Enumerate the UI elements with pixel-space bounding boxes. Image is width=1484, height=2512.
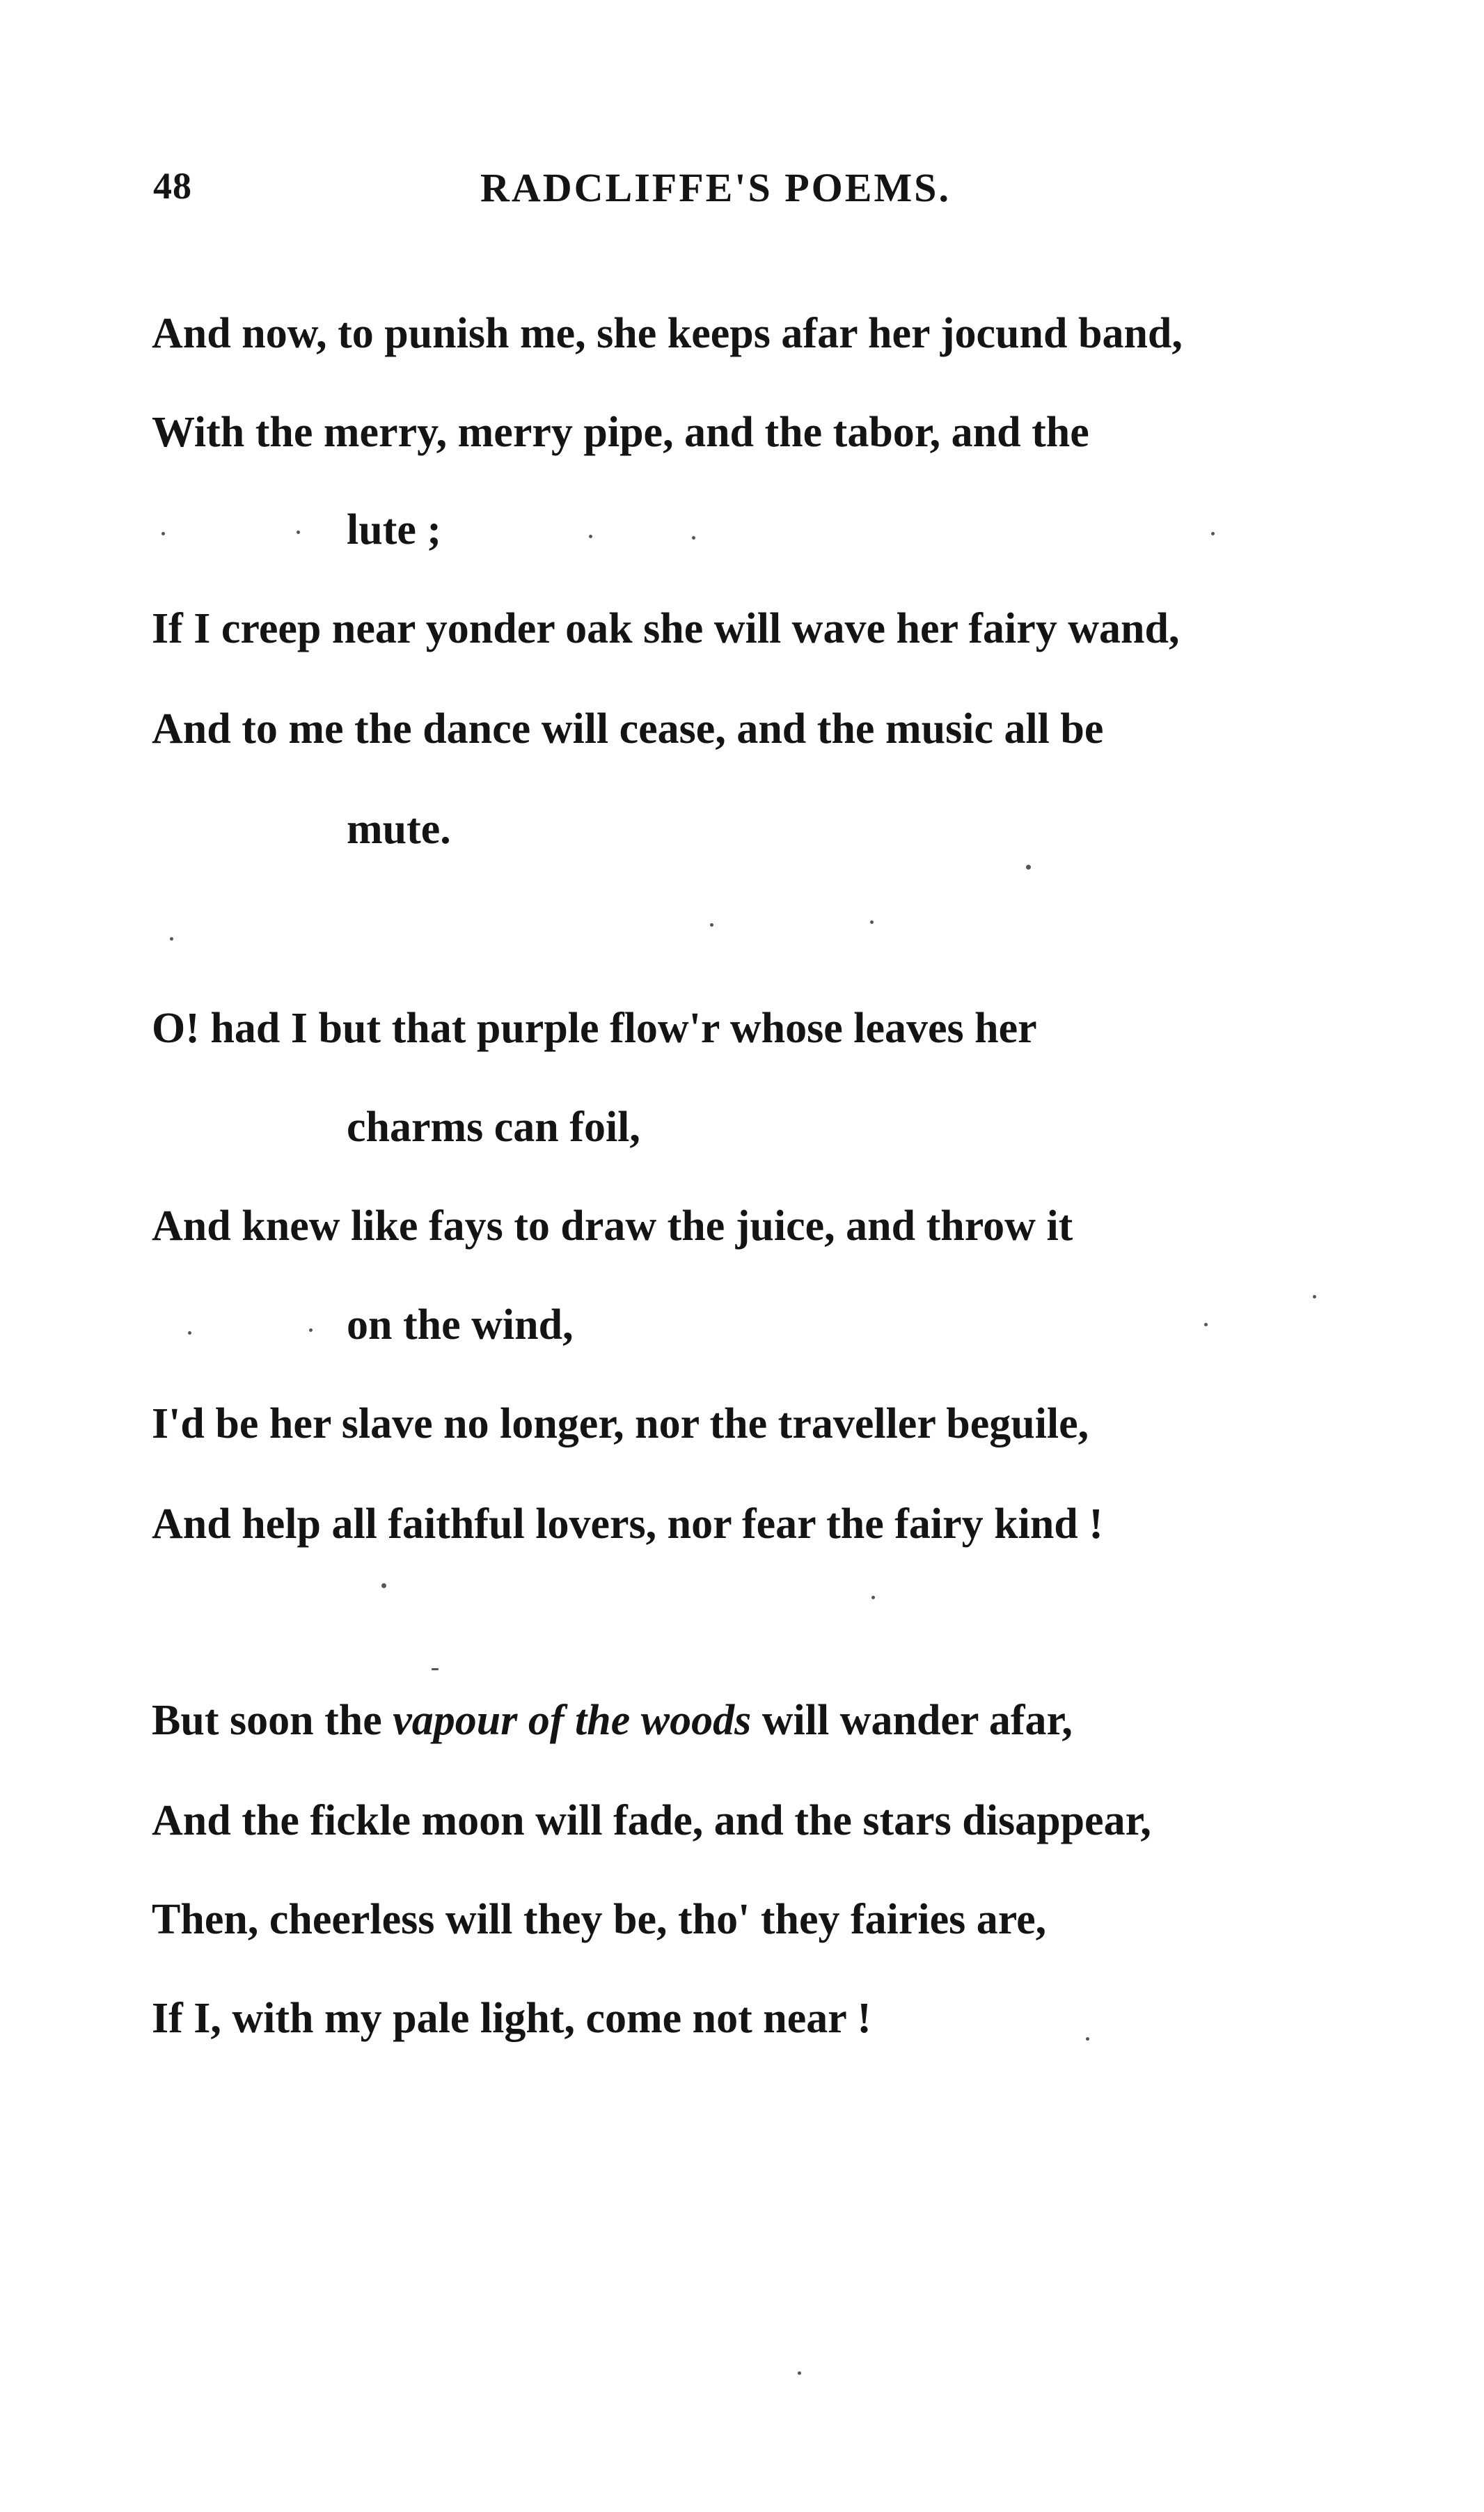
speck [1313,1295,1316,1298]
speck [381,1583,386,1588]
verse-line: charms can foil, [347,1104,640,1151]
italic-phrase: vapour of the woods [393,1697,752,1744]
speck [309,1328,313,1332]
verse-text: But soon the [152,1697,393,1744]
verse-line: I'd be her slave no longer, nor the traveller beguile, [152,1400,1089,1447]
speck [297,531,300,534]
verse-line: And now, to punish me, she keeps afar her jocund band, [152,310,1183,357]
speck [170,937,173,941]
speck [710,923,713,927]
verse-line: With the merry, merry pipe, and the tabor, and the [152,409,1089,456]
speck [798,2371,801,2375]
speck [188,1331,191,1335]
verse-text: will wander afar, [751,1697,1073,1744]
speck [692,536,695,540]
speck [1086,2037,1089,2041]
running-title: RADCLIFFE'S POEMS. [480,165,951,210]
speck [1211,532,1215,535]
verse-line [152,1699,1073,1742]
speck [1204,1323,1208,1326]
verse-line: If I, with my pale light, come not near ! [152,1995,871,2042]
verse-line: And help all faithful lovers, nor fear the fairy kind ! [152,1500,1103,1548]
speck [589,535,592,538]
speck [432,1668,439,1670]
verse-line: And to me the dance will cease, and the music all be [152,705,1104,753]
verse-line: And the fickle moon will fade, and the stars disappear, [152,1797,1151,1844]
page-number: 48 [153,165,192,207]
verse-line: And knew like fays to draw the juice, and throw it [152,1202,1073,1250]
verse-line: mute. [347,806,451,853]
verse-line: on the wind, [347,1301,574,1349]
speck [161,532,165,535]
verse-line: Then, cheerless will they be, tho' they fairies are, [152,1896,1047,1943]
verse-line: lute ; [347,506,442,554]
speck [871,1596,875,1599]
verse-line: If I creep near yonder oak she will wave her fairy wand, [152,605,1180,652]
verse-line: O! had I but that purple flow'r whose leaves her [152,1005,1037,1052]
speck [870,920,874,924]
speck [1026,865,1031,870]
page-header [0,164,1484,220]
